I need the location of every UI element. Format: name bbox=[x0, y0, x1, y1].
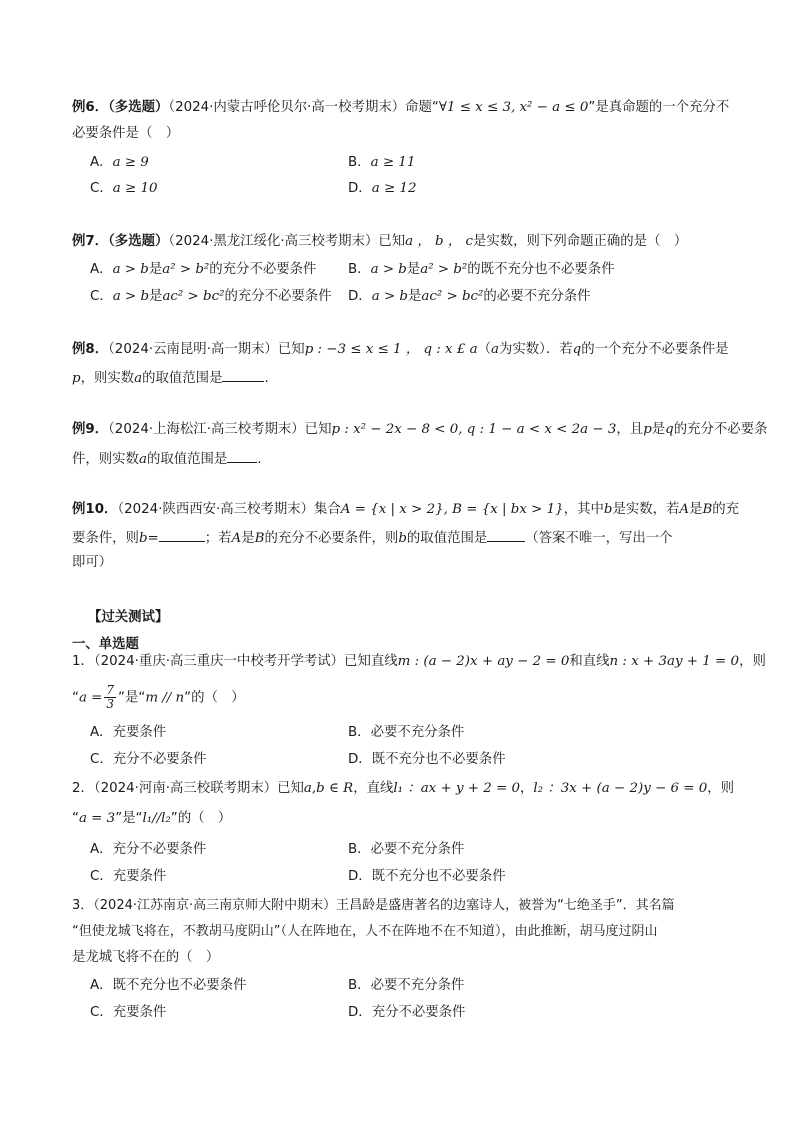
ex6-line1 bbox=[72, 98, 729, 118]
ex7-option-d: D．a > b是ac² > bc²的必要不充分条件 bbox=[348, 289, 591, 304]
q2-option-c: C．充要条件 bbox=[90, 869, 167, 884]
q1-option-c: C．充分不必要条件 bbox=[90, 752, 207, 767]
ex6-proposition: ∀1 ≤ x ≤ 3, x² − a ≤ 0 bbox=[438, 100, 589, 115]
ex7-source: （2024·黑龙江绥化·高三校考期末）已知 bbox=[168, 234, 406, 249]
ex8-line1: 例8．（2024·云南昆明·高一期末）已知p : −3 ≤ x ≤ 1 ， q : x £ a（a为实数）．若q的一个充分不必要条件是 bbox=[72, 342, 729, 357]
q1-line2: “a = $\frac{7}{3}$ ”是“m // n”的（ ） bbox=[72, 683, 245, 711]
ex10-line3: 即可） bbox=[72, 555, 113, 570]
ex9-source: （2024·上海松江·高三校考期末）已知 bbox=[108, 422, 332, 437]
ex7-option-c: C．a > b是ac² > bc²的充分不必要条件 bbox=[90, 289, 332, 304]
q3-option-d: D．充分不必要条件 bbox=[348, 1005, 466, 1020]
ex7-line1 bbox=[72, 232, 687, 252]
ex7-vars: a ， b ， c bbox=[405, 234, 473, 249]
q1-line-m: m : (a − 2)x + ay − 2 = 0 bbox=[397, 654, 570, 669]
q1-line1: 1．（2024·重庆·高三重庆一中校考开学考试）已知直线m : (a − 2)x + ay − 2 = 0和直线n : x + 3ay + 1 = 0，则 bbox=[72, 654, 766, 669]
ex8-label: 例8． bbox=[72, 342, 109, 357]
ex6-label: 例6． bbox=[72, 100, 109, 115]
ex7-option-b: B．a > b是a² > b²的既不充分也不必要条件 bbox=[348, 262, 615, 277]
ex6-option-c: C．a ≥ 10 bbox=[90, 181, 158, 196]
test-heading: 【过关测试】 bbox=[88, 610, 169, 625]
q3-option-b: B．必要不充分条件 bbox=[348, 978, 465, 993]
ex9-condition: p : x² − 2x − 8 < 0, q : 1 − a < x < 2a − 3 bbox=[331, 422, 617, 437]
q1-fraction: $\frac{7}{3}$ bbox=[106, 683, 115, 711]
test-subheading: 一、单选题 bbox=[72, 637, 139, 652]
ex10-answer-blank-2[interactable] bbox=[487, 527, 525, 542]
ex10-line1: 例10．（2024·陕西西安·高三校考期末）集合A = {x | x > 2}, B = {x | bx > 1}，其中b是实数，若A是B的充 bbox=[72, 502, 740, 517]
q2-option-d: D．既不充分也不必要条件 bbox=[348, 869, 506, 884]
ex7-option-a: A．a > b是a² > b²的充分不必要条件 bbox=[90, 262, 317, 277]
ex6-source: （2024·内蒙古呼伦贝尔·高一校考期末）命题“ bbox=[168, 100, 439, 115]
ex6-option-d: D．a ≥ 12 bbox=[348, 181, 417, 196]
q3-line1: 3．（2024·江苏南京·高三南京师大附中期末）王昌龄是盛唐著名的边塞诗人，被誉为“七绝圣手”．其名篇 bbox=[72, 898, 675, 913]
q3-line2: “但使龙城飞将在，不教胡马度阴山”（人在阵地在，人不在阵地不在不知道），由此推断，胡马度过阴山 bbox=[72, 924, 658, 939]
ex10-source: （2024·陕西西安·高三校考期末）集合 bbox=[117, 502, 341, 517]
ex8-line2: p，则实数a的取值范围是 . bbox=[72, 367, 269, 389]
ex9-line1: 例9．（2024·上海松江·高三校考期末）已知p : x² − 2x − 8 < 0, q : 1 − a < x < 2a − 3，且p是q的充分不必要条 bbox=[72, 422, 768, 437]
ex6-option-b: B．a ≥ 11 bbox=[348, 155, 416, 170]
q2-line-l1: l₁ ：ax + y + 2 = 0 bbox=[393, 781, 521, 796]
q2-option-a: A．充分不必要条件 bbox=[90, 842, 207, 857]
q3-line3: 是龙城飞将不在的（ ） bbox=[72, 950, 220, 965]
ex7-label: 例7． bbox=[72, 234, 109, 249]
q2-option-b: B．必要不充分条件 bbox=[348, 842, 465, 857]
ex9-line2: 件，则实数a的取值范围是 . bbox=[72, 448, 262, 470]
ex9-answer-blank[interactable] bbox=[227, 448, 257, 463]
q1-option-d: D．既不充分也不必要条件 bbox=[348, 752, 506, 767]
ex6-line2: 必要条件是（ ） bbox=[72, 126, 180, 141]
ex7-tag: （多选题） bbox=[108, 234, 169, 249]
q2-source: 2．（2024·河南·高三校联考期末）已知 bbox=[72, 781, 304, 796]
ex9-label: 例9． bbox=[72, 422, 109, 437]
ex10-label: 例10． bbox=[72, 502, 118, 517]
q2-line1: 2．（2024·河南·高三校联考期末）已知a,b ∈ R，直线l₁ ：ax + y + 2 = 0，l₂ ：3x + (a − 2)y − 6 = 0，则 bbox=[72, 781, 735, 796]
q3-option-a: A．既不充分也不必要条件 bbox=[90, 978, 247, 993]
ex10-line2: 要条件，则b= ；若A是B的充分不必要条件，则b的取值范围是 （答案不唯一，写出一个 bbox=[72, 527, 673, 549]
ex8-condition: p : −3 ≤ x ≤ 1 ， q : x £ a bbox=[304, 342, 478, 357]
ex10-answer-blank-1[interactable] bbox=[159, 527, 205, 542]
ex6-tag: （多选题） bbox=[108, 100, 169, 115]
q1-line-n: n : x + 3ay + 1 = 0 bbox=[609, 654, 740, 669]
ex8-answer-blank[interactable] bbox=[222, 367, 264, 382]
q2-line-l2: l₂ ：3x + (a − 2)y − 6 = 0 bbox=[533, 781, 708, 796]
q2-line2: “a = 3”是“l₁//l₂”的（ ） bbox=[72, 811, 232, 826]
ex10-sets: A = {x | x > 2}, B = {x | bx > 1} bbox=[340, 502, 564, 517]
q1-option-b: B．必要不充分条件 bbox=[348, 725, 465, 740]
ex6-option-a: A．a ≥ 9 bbox=[90, 155, 149, 170]
q1-source: 1．（2024·重庆·高三重庆一中校考开学考试）已知直线 bbox=[72, 654, 398, 669]
q3-option-c: C．充要条件 bbox=[90, 1005, 167, 1020]
ex6-tail: ”是真命题的一个充分不 bbox=[588, 100, 730, 115]
ex7-tail: 是实数，则下列命题正确的是（ ） bbox=[473, 234, 688, 249]
q1-option-a: A．充要条件 bbox=[90, 725, 167, 740]
ex8-source: （2024·云南昆明·高一期末）已知 bbox=[108, 342, 305, 357]
